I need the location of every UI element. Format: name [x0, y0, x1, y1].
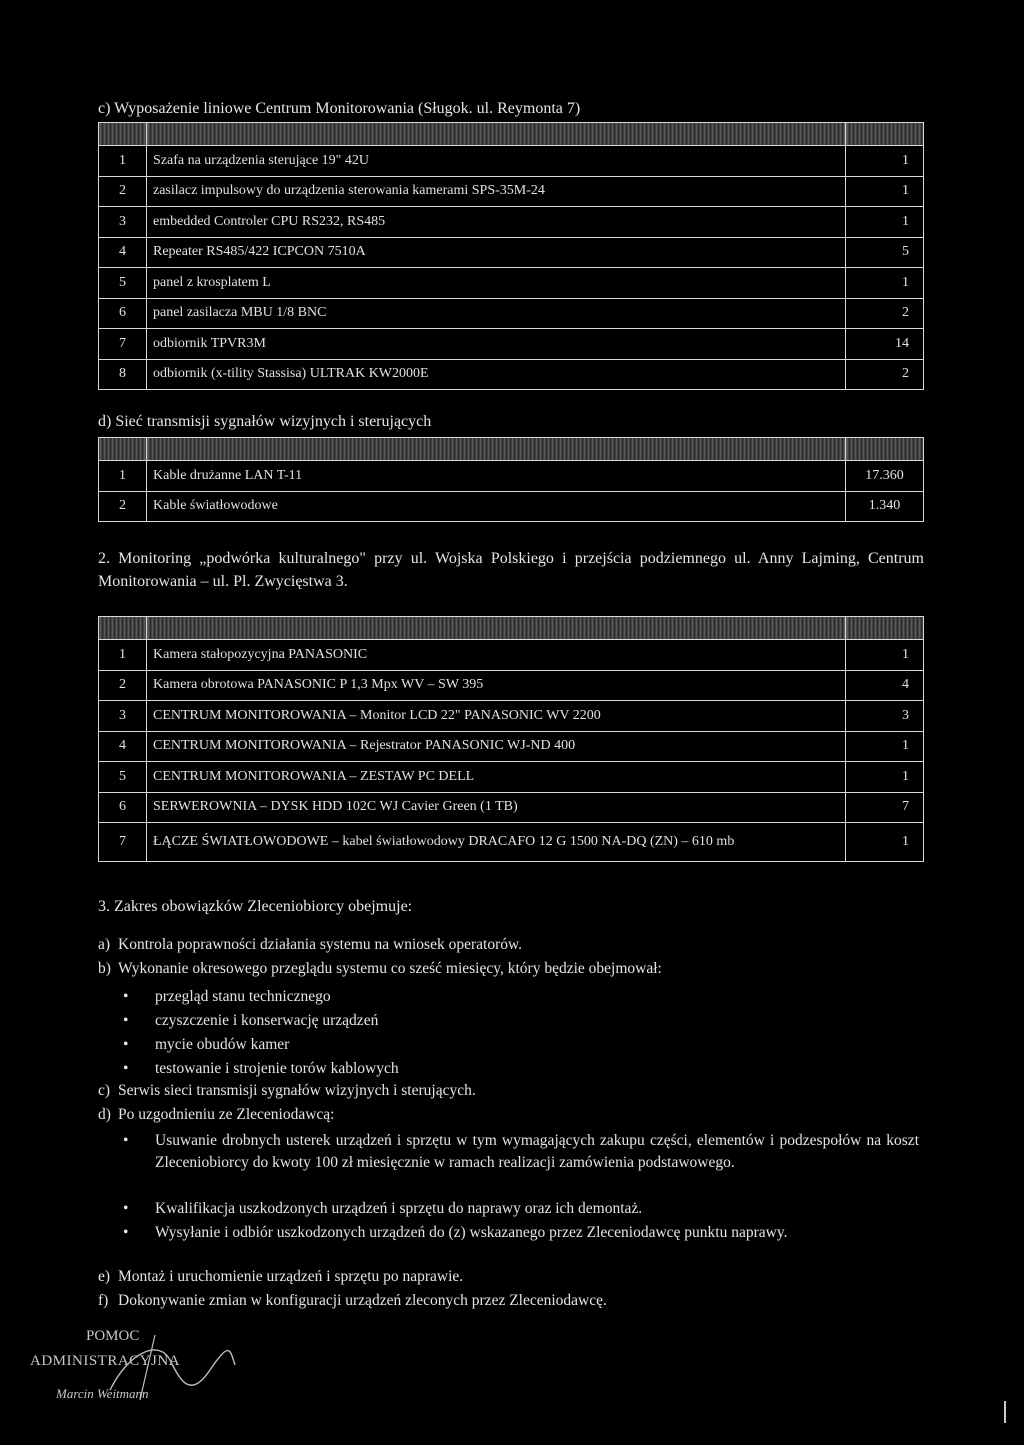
- section-d-heading: d) Sieć transmisji sygnałów wizyjnych i sterujących: [98, 413, 432, 430]
- item-qty: 1: [846, 823, 924, 862]
- corner-mark: [1004, 1401, 1006, 1423]
- bullet-item: • przegląd stanu technicznego: [123, 988, 331, 1005]
- obligations-list: [98, 936, 924, 1316]
- item-qty: 1: [846, 207, 924, 238]
- list-item: a) Kontrola poprawności działania systemu na wniosek operatorów.: [98, 936, 523, 953]
- item-name: zasilacz impulsowy do urządzenia sterowania kamerami SPS-35M-24: [147, 176, 846, 207]
- table-header: [99, 617, 147, 640]
- list-item: e) Montaż i uruchomienie urządzeń i sprzętu po naprawie.: [98, 1268, 464, 1285]
- section-c-table: [98, 122, 924, 390]
- item-name: odbiornik TPVR3M: [147, 329, 846, 360]
- item-name: embedded Controler CPU RS232, RS485: [147, 207, 846, 238]
- table-row: 6 SERWEROWNIA – DYSK HDD 102C WJ Cavier Green (1 TB) 7: [99, 792, 924, 823]
- item-name: Kamera obrotowa PANASONIC P 1,3 Mpx WV – SW 395: [147, 670, 846, 701]
- table-row: 1 Szafa na urządzenia sterujące 19" 42U 1: [99, 146, 924, 177]
- item-name: odbiornik (x-tility Stassisa) ULTRAK KW2000E: [147, 359, 846, 390]
- bullet-item: • Wysyłanie i odbiór uszkodzonych urządzeń do (z) wskazanego przez Zleceniodawcę punktu naprawy.: [123, 1224, 788, 1241]
- item-name: Kable drużanne LAN T-11: [147, 461, 846, 492]
- section-3-heading: 3. Zakres obowiązków Zleceniobiorcy obejmuje:: [98, 898, 413, 915]
- item-name: Kamera stałopozycyjna PANASONIC: [147, 640, 846, 671]
- list-item: f) Dokonywanie zmian w konfiguracji urządzeń zleconych przez Zleceniodawcę.: [98, 1292, 607, 1309]
- signature-name: Marcin Weitmann: [56, 1386, 149, 1401]
- item-qty: 2: [846, 359, 924, 390]
- item-name: CENTRUM MONITOROWANIA – Monitor LCD 22" PANASONIC WV 2200: [147, 701, 846, 732]
- section-d-table: [98, 437, 924, 522]
- table-row: 3 CENTRUM MONITOROWANIA – Monitor LCD 22" PANASONIC WV 2200 3: [99, 701, 924, 732]
- item-qty: 1: [846, 268, 924, 299]
- item-qty: 1: [846, 176, 924, 207]
- section-2-heading: 2. Monitoring „podwórka kulturalnego" przy ul. Wojska Polskiego i przejścia podziemnego ul. Anny Lajming, Centrum Monitorowania – ul. Pl. Zwycięstwa 3.: [98, 550, 924, 590]
- list-item: d) Po uzgodnieniu ze Zleceniodawcą:: [98, 1106, 335, 1123]
- item-qty: 2: [846, 298, 924, 329]
- item-qty: 14: [846, 329, 924, 360]
- item-qty: 1: [846, 731, 924, 762]
- table-row: 7 ŁĄCZE ŚWIATŁOWODOWE – kabel światłowodowy DRACAFO 12 G 1500 NA-DQ (ZN) – 610 mb 1: [99, 823, 924, 862]
- table-row: 1 Kamera stałopozycyjna PANASONIC 1: [99, 640, 924, 671]
- table-header: [99, 123, 147, 146]
- item-name: Szafa na urządzenia sterujące 19" 42U: [147, 146, 846, 177]
- bullet-item: • Usuwanie drobnych usterek urządzeń i sprzętu w tym wymagających zakupu części, elementów i podzespołów na koszt Zleceniobiorcy do kwoty 100 zł miesięcznie w ramach realizacji zamówienia podstawowego.: [123, 1132, 919, 1171]
- item-qty: 1.340: [846, 491, 924, 522]
- item-name: SERWEROWNIA – DYSK HDD 102C WJ Cavier Green (1 TB): [147, 792, 846, 823]
- table-row: 5 panel z krosplatem L 1: [99, 268, 924, 299]
- item-name: ŁĄCZE ŚWIATŁOWODOWE – kabel światłowodowy DRACAFO 12 G 1500 NA-DQ (ZN) – 610 mb: [147, 823, 846, 862]
- table-row: 6 panel zasilacza MBU 1/8 BNC 2: [99, 298, 924, 329]
- item-name: CENTRUM MONITOROWANIA – Rejestrator PANASONIC WJ-ND 400: [147, 731, 846, 762]
- item-name: CENTRUM MONITOROWANIA – ZESTAW PC DELL: [147, 762, 846, 793]
- table-row: 5 CENTRUM MONITOROWANIA – ZESTAW PC DELL 1: [99, 762, 924, 793]
- item-qty: 7: [846, 792, 924, 823]
- table-row: 4 Repeater RS485/422 ICPCON 7510A 5: [99, 237, 924, 268]
- bullet-item: • czyszczenie i konserwację urządzeń: [123, 1012, 379, 1029]
- table-row: 2 Kable światłowodowe 1.340: [99, 491, 924, 522]
- item-qty: 5: [846, 237, 924, 268]
- table-row: 1 Kable drużanne LAN T-11 17.360: [99, 461, 924, 492]
- official-stamp: POMOC ADMINISTRACYJNA Marcin Weitmann: [30, 1328, 240, 1408]
- bullet-item: • Kwalifikacja uszkodzonych urządzeń i sprzętu do naprawy oraz ich demontaż.: [123, 1200, 643, 1217]
- table-row: 2 zasilacz impulsowy do urządzenia sterowania kamerami SPS-35M-24 1: [99, 176, 924, 207]
- list-item: b) Wykonanie okresowego przeglądu systemu co sześć miesięcy, który będzie obejmował:: [98, 960, 662, 977]
- section-c-heading: c) Wyposażenie liniowe Centrum Monitorowania (Sługok. ul. Reymonta 7): [98, 100, 581, 117]
- bullet-item: • mycie obudów kamer: [123, 1036, 290, 1053]
- item-qty: 17.360: [846, 461, 924, 492]
- table-row: 4 CENTRUM MONITOROWANIA – Rejestrator PANASONIC WJ-ND 400 1: [99, 731, 924, 762]
- item-name: panel z krosplatem L: [147, 268, 846, 299]
- list-item: c) Serwis sieci transmisji sygnałów wizyjnych i sterujących.: [98, 1082, 476, 1099]
- item-qty: 1: [846, 146, 924, 177]
- item-name: Repeater RS485/422 ICPCON 7510A: [147, 237, 846, 268]
- item-qty: 4: [846, 670, 924, 701]
- table-header: [99, 438, 147, 461]
- table-row: 3 embedded Controler CPU RS232, RS485 1: [99, 207, 924, 238]
- item-qty: 1: [846, 640, 924, 671]
- table-row: 2 Kamera obrotowa PANASONIC P 1,3 Mpx WV – SW 395 4: [99, 670, 924, 701]
- section-2-table: [98, 616, 924, 862]
- item-name: panel zasilacza MBU 1/8 BNC: [147, 298, 846, 329]
- bullet-item: • testowanie i strojenie torów kablowych: [123, 1060, 399, 1077]
- table-row: 7 odbiornik TPVR3M 14: [99, 329, 924, 360]
- table-row: 8 odbiornik (x-tility Stassisa) ULTRAK KW2000E 2: [99, 359, 924, 390]
- item-name: Kable światłowodowe: [147, 491, 846, 522]
- item-qty: 3: [846, 701, 924, 732]
- item-qty: 1: [846, 762, 924, 793]
